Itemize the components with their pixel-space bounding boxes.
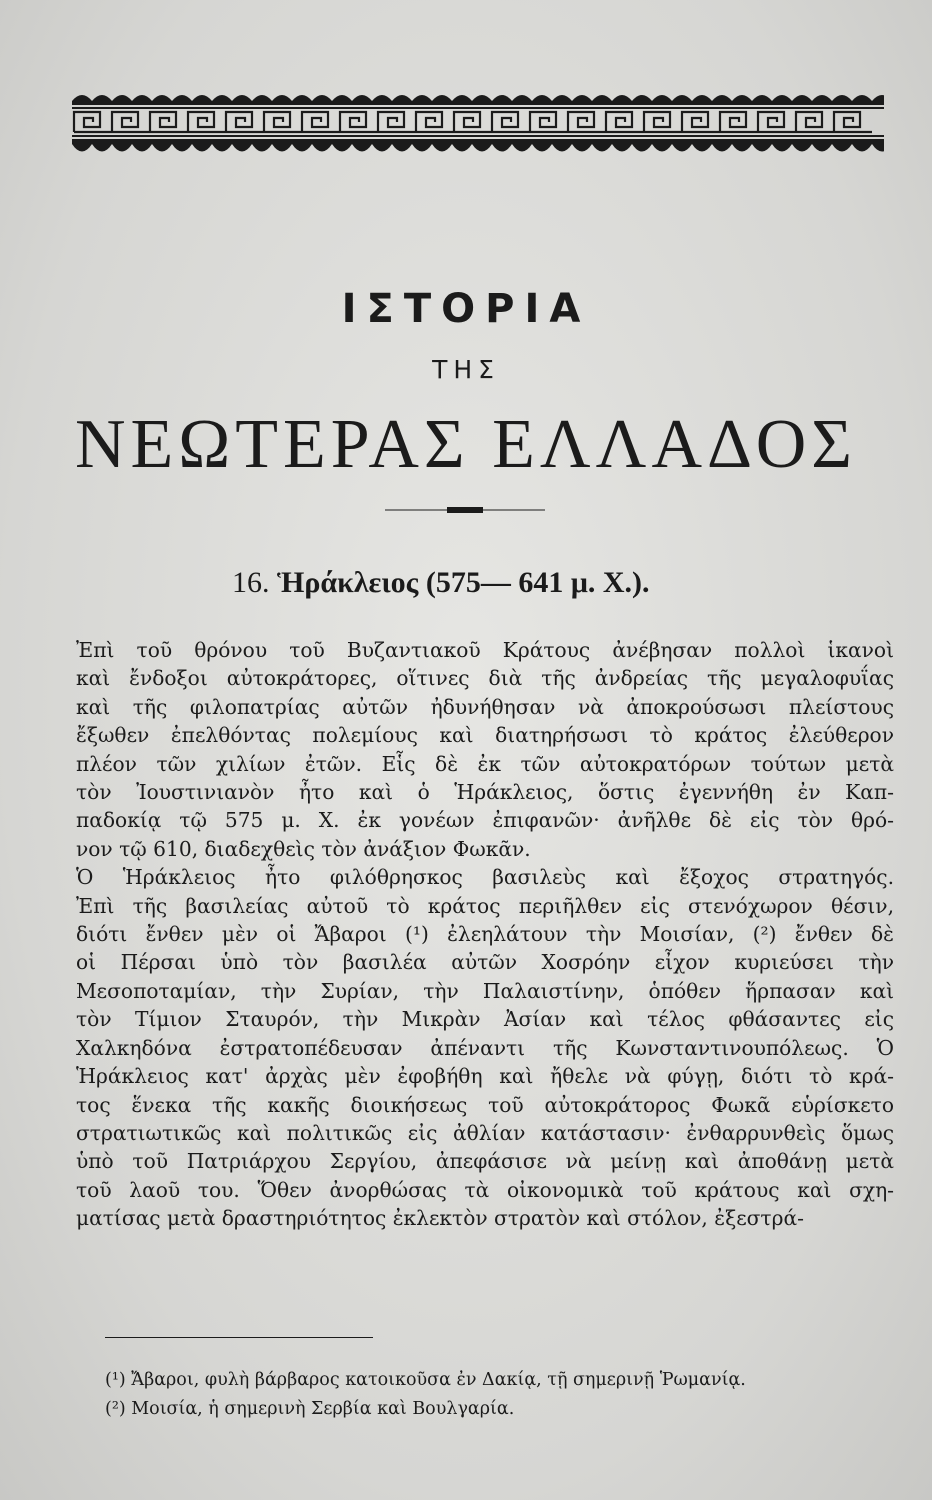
body-line: τος ἕνεκα τῆς κακῆς διοικήσεως τοῦ αὐτοκράτορος Φωκᾶ εὑρίσκετο (76, 1092, 894, 1117)
body-line: τὸν Τίμιον Σταυρόν, τὴν Μικρὰν Ἀσίαν καὶ τέλος φθάσαντες εἰς (76, 1007, 894, 1032)
body-line: πλέον τῶν χιλίων ἐτῶν. Εἷς δὲ ἐκ τῶν αὐτοκρατόρων τούτων μετὰ (76, 751, 894, 776)
body-line: οἱ Πέρσαι ὑπὸ τὸν βασιλέα αὐτῶν Χοσρόην εἶχον κυριεύσει τὴν (76, 950, 894, 975)
footnote-rule (105, 1337, 373, 1338)
body-line: τὸν Ἰουστινιανὸν ἦτο καὶ ὁ Ἡράκλειος, ὅστις ἐγεννήθη ἐν Καπ- (76, 780, 894, 805)
body-line: διότι ἔνθεν μὲν οἱ Ἄβαροι (¹) ἐλεηλάτουν τὴν Μοισίαν, (²) ἔνθεν δὲ (76, 922, 894, 947)
body-line: Ἡράκλειος κατ' ἀρχὰς μὲν ἐφοβήθη καὶ ἤθελε νὰ φύγῃ, διότι τὸ κρά- (76, 1064, 894, 1089)
book-title-line3: ΝΕΩΤΕΡΑΣ ΕΛΛΑΔΟΣ (74, 406, 858, 483)
footnote: (¹) Ἄβαροι, φυλὴ βάρβαρος κατοικοῦσα ἐν Δακίᾳ, τῇ σημερινῇ Ῥωμανίᾳ. (105, 1370, 746, 1390)
body-line: στρατιωτικῶς καὶ πολιτικῶς εἰς ἀθλίαν κατάστασιν· ἐνθαρρυνθεὶς ὅμως (76, 1120, 894, 1145)
body-text (76, 636, 894, 1233)
body-line: Ὁ Ἡράκλειος ἦτο φιλόθρησκος βασιλεὺς καὶ ἔξοχος στρατηγός. (76, 865, 894, 890)
footnote: (²) Μοισία, ἡ σημερινὴ Σερβία καὶ Βουλγαρία. (105, 1399, 515, 1419)
body-line: Χαλκηδόνα ἐστρατοπέδευσαν ἀπέναντι τῆς Κωνσταντινουπόλεως. Ὁ (76, 1035, 894, 1060)
body-line: Ἐπὶ τοῦ θρόνου τοῦ Βυζαντιακοῦ Κράτους ἀνέβησαν πολλοὶ ἱκανοὶ (76, 638, 894, 662)
body-line: νον τῷ 610, διαδεχθεὶς τὸν ἀνάξιον Φωκᾶν. (76, 836, 531, 861)
body-line: ματίσας μετὰ δραστηριότητος ἐκλεκτὸν στρατὸν καὶ στόλον, ἐξεστρά- (76, 1206, 804, 1231)
book-title-line2: ΤΗΣ (432, 355, 500, 384)
scallop-top-edge (72, 95, 884, 101)
body-line: καὶ τῆς φιλοπατρίας αὐτῶν ἠδυνήθησαν νὰ ἀποκρούσωσι πλείστους (76, 694, 894, 719)
body-line: καὶ ἔνδοξοι αὐτοκράτορες, οἵτινες διὰ τῆς ἀνδρείας τῆς μεγαλοφυΐας (76, 666, 894, 691)
body-line: τοῦ λαοῦ του. Ὅθεν ἀνορθώσας τὰ οἰκονομικὰ τοῦ κράτους καὶ σχη- (76, 1177, 894, 1202)
section-heading (232, 566, 872, 600)
section-dates: (575— 641 μ. Χ.). (425, 566, 650, 599)
section-number: 16. (232, 566, 270, 599)
section-name: Ἡράκλειος (277, 566, 419, 599)
title-ornament (385, 505, 545, 515)
footnotes (105, 1366, 895, 1424)
scallop-bottom-edge (72, 144, 884, 152)
meander-border (72, 85, 884, 165)
body-line: παδοκίᾳ τῷ 575 μ. Χ. ἐκ γονέων ἐπιφανῶν· ἀνῆλθε δὲ εἰς τὸν θρό- (76, 808, 894, 833)
body-line: Ἐπὶ τῆς βασιλείας αὐτοῦ τὸ κράτος περιῆλθεν εἰς στενόχωρον θέσιν, (76, 893, 894, 918)
book-title-line1: ΙΣΤΟΡΙΑ (341, 286, 591, 332)
body-line: ἔξωθεν ἐπελθόντας πολεμίους καὶ διατηρήσωσι τὸ κράτος ἐλεύθερον (76, 723, 894, 748)
meander-pattern (74, 112, 872, 132)
body-line: ὑπὸ τοῦ Πατριάρχου Σεργίου, ἀπεφάσισε νὰ μείνῃ καὶ ἀποθάνῃ μετὰ (76, 1149, 894, 1174)
body-line: Μεσοποταμίαν, τὴν Συρίαν, τὴν Παλαιστίνην, ὁπόθεν ἥρπασαν καὶ (76, 978, 894, 1003)
